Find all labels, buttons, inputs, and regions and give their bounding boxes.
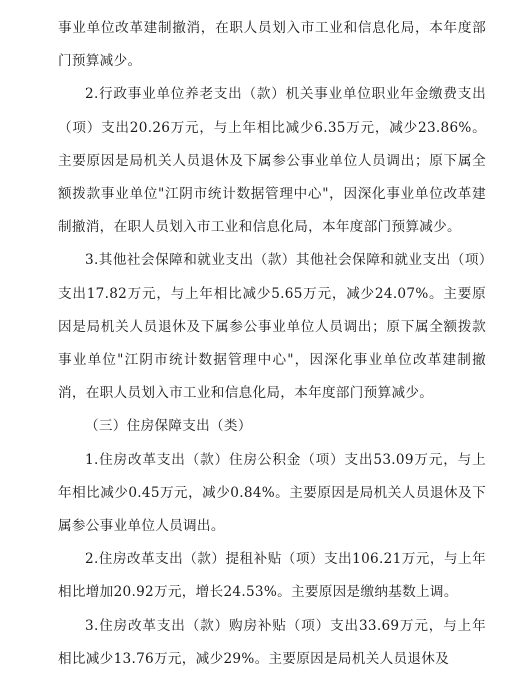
paragraph-social-security-expenditure: 3.其他社会保障和就业支出（款）其他社会保障和就业支出（项）支出17.82万元，与上年相比减少5.65万元，减少24.07%。主要原因是局机关人员退休及下属参公事业单位人员调出；原下属全额拨款事业单位"江阴市统计数据管理中心"，因深化事业单位改革建制撤消，在职人员划入市工业和信息化局，本年度部门预算减少。 [58, 252, 486, 402]
paragraph-pension-expenditure: 2.行政事业单位养老支出（款）机关事业单位职业年金缴费支出（项）支出20.26万元，与上年相比减少6.35万元，减少23.86%。主要原因是局机关人员退休及下属参公事业单位人员调出；原下属全额拨款事业单位"江阴市统计数据管理中心"，因深化事业单位改革建制撤消，在职人员划入市工业和信息化局，本年度部门预算减少。 [58, 86, 486, 236]
paragraph-continued-fragment: 事业单位改革建制撤消，在职人员划入市工业和信息化局，本年度部门预算减少。 [58, 20, 486, 70]
paragraph-housing-provident-fund: 1.住房改革支出（款）住房公积金（项）支出53.09万元，与上年相比减少0.45万元，减少0.84%。主要原因是局机关人员退休及下属参公事业单位人员调出。 [58, 451, 486, 535]
paragraph-housing-purchase-subsidy: 3.住房改革支出（款）购房补贴（项）支出33.69万元，与上年相比减少13.76万元，减少29%。主要原因是局机关人员退休及 [58, 617, 486, 667]
paragraph-rent-subsidy: 2.住房改革支出（款）提租补贴（项）支出106.21万元，与上年相比增加20.92万元，增长24.53%。主要原因是缴纳基数上调。 [58, 551, 486, 601]
section-heading-housing-security: （三）住房保障支出（类） [85, 418, 252, 435]
